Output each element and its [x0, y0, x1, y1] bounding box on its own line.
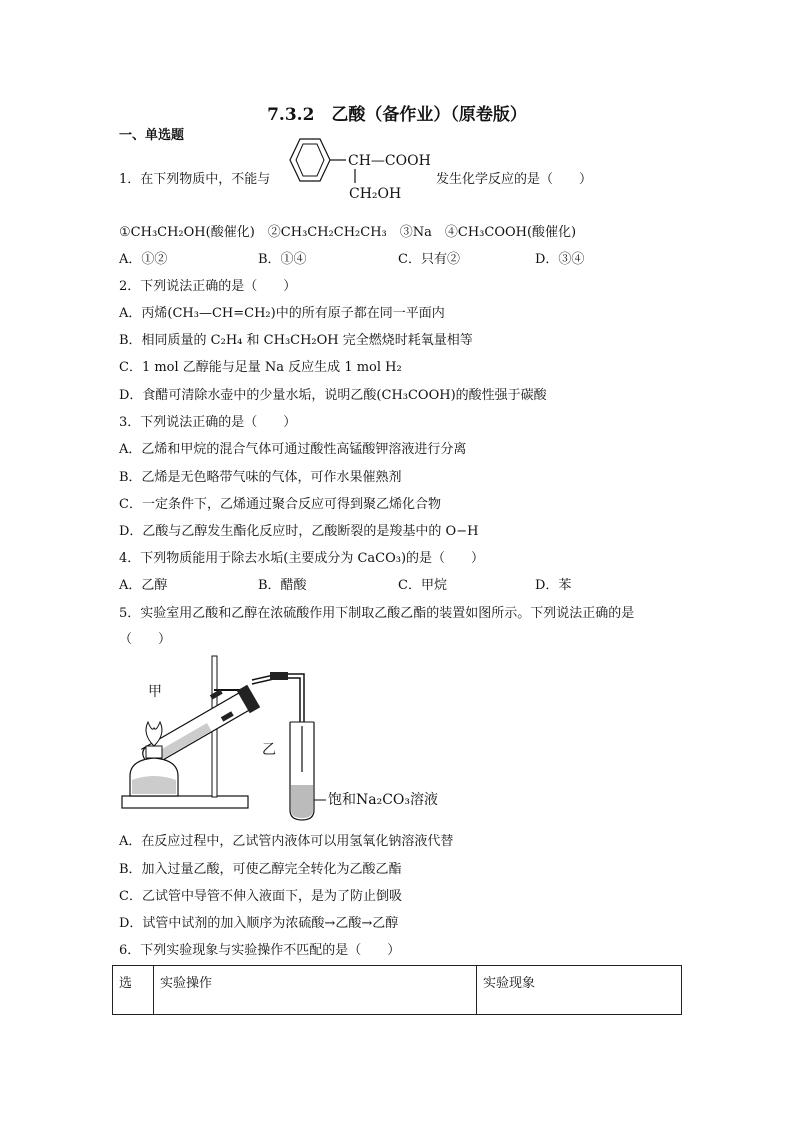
header-cell-operation: 实验操作: [154, 966, 477, 1015]
q3-option-b[interactable]: B．乙烯是无色略带气味的气体，可作水果催熟剂: [119, 470, 402, 485]
q2-option-a[interactable]: A．丙烯(CH₃—CH=CH₂)中的所有原子都在同一平面内: [119, 306, 445, 321]
q3-stem: 3．下列说法正确的是（ ）: [119, 415, 297, 430]
section-heading: 一、单选题: [119, 128, 185, 143]
q5-stem: 5．实验室用乙酸和乙醇在浓硫酸作用下制取乙酸乙酯的装置如图所示。下列说法正确的是: [119, 606, 635, 621]
q1-option-c[interactable]: C．只有②: [398, 252, 460, 267]
label-solution: 饱和Na₂CO₃溶液: [328, 792, 439, 808]
q2-stem: 2．下列说法正确的是（ ）: [119, 279, 297, 294]
q5-option-d[interactable]: D．试管中试剂的加入顺序为浓硫酸→乙酸→乙醇: [119, 916, 399, 931]
q4-option-c[interactable]: C．甲烷: [398, 578, 447, 593]
header-cell-index: 选: [113, 966, 154, 1015]
table-header-row: [113, 966, 682, 1015]
q4-option-b[interactable]: B．醋酸: [258, 578, 307, 593]
q4-stem: 4．下列物质能用于除去水垢(主要成分为 CaCO₃)的是（ ）: [119, 551, 485, 566]
label-jia: 甲: [148, 684, 162, 700]
q1-option-a[interactable]: A．①②: [119, 252, 168, 267]
q3-option-d[interactable]: D．乙酸与乙醇发生酯化反应时，乙酸断裂的是羧基中的 O−H: [119, 524, 479, 539]
apparatus-diagram: [118, 650, 458, 820]
q5-option-c[interactable]: C．乙试管中导管不伸入液面下，是为了防止倒吸: [119, 889, 402, 904]
q6-table: [112, 965, 682, 1015]
q2-option-c[interactable]: C．1 mol 乙醇能与足量 Na 反应生成 1 mol H₂: [119, 360, 402, 375]
q2-option-b[interactable]: B．相同质量的 C₂H₄ 和 CH₃CH₂OH 完全燃烧时耗氧量相等: [119, 333, 473, 348]
header-cell-phenomenon: 实验现象: [477, 966, 682, 1015]
q2-option-d[interactable]: D．食醋可清除水壶中的少量水垢，说明乙酸(CH₃COOH)的酸性强于碳酸: [119, 388, 547, 403]
q5-stem-paren: （ ）: [119, 632, 172, 647]
q3-option-a[interactable]: A．乙烯和甲烷的混合气体可通过酸性高锰酸钾溶液进行分离: [119, 442, 467, 457]
q1-option-d[interactable]: D．③④: [535, 252, 585, 267]
q5-option-a[interactable]: A．在反应过程中，乙试管内液体可以用氢氧化钠溶液代替: [119, 834, 454, 849]
q6-stem: 6．下列实验现象与实验操作不匹配的是（ ）: [119, 943, 401, 958]
q1-option-b[interactable]: B．①④: [258, 252, 307, 267]
q3-option-c[interactable]: C．一定条件下，乙烯通过聚合反应可得到聚乙烯化合物: [119, 497, 441, 512]
structural-formula: [282, 136, 442, 206]
q1-stem-after: 发生化学反应的是（ ）: [436, 172, 593, 187]
label-yi: 乙: [262, 742, 276, 758]
q4-option-d[interactable]: D．苯: [535, 578, 572, 593]
q1-items: ①CH₃CH₂OH(酸催化) ②CH₃CH₂CH₂CH₃ ③Na ④CH₃COOH(酸催化): [119, 225, 577, 240]
mol-branch-text: CH₂OH: [349, 186, 402, 202]
q1-stem-before: 1．在下列物质中，不能与: [119, 172, 271, 187]
page-title: 7.3.2 乙酸（备作业）（原卷版）: [267, 105, 527, 125]
mol-chain-text: CH—COOH: [348, 153, 431, 169]
q5-option-b[interactable]: B．加入过量乙酸，可使乙醇完全转化为乙酸乙酯: [119, 862, 402, 877]
q4-option-a[interactable]: A．乙醇: [119, 578, 168, 593]
